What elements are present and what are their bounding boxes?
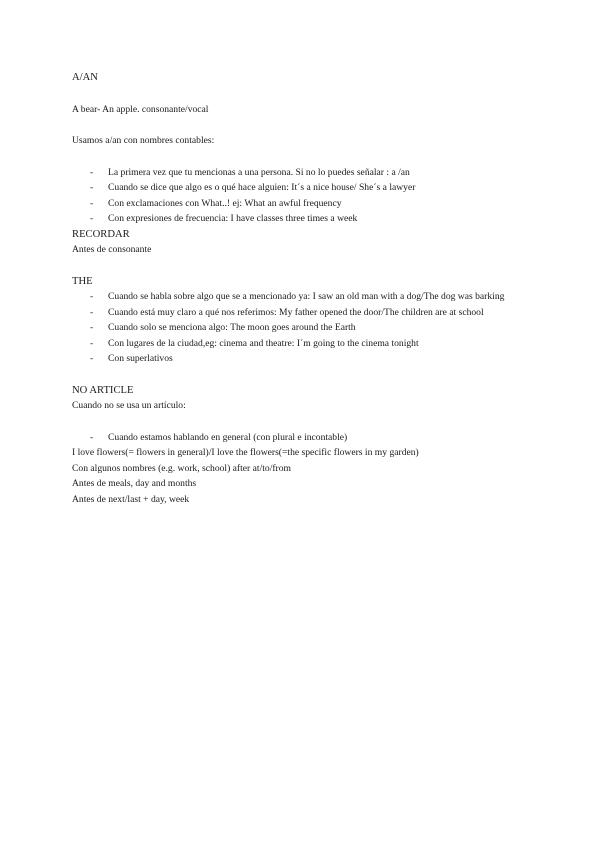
a-an-list	[72, 165, 532, 227]
list-item: - La primera vez que tu mencionas a una persona. Si no lo puedes señalar : a /an	[72, 165, 532, 181]
the-list	[72, 289, 532, 367]
heading-the: THE	[72, 275, 93, 287]
list-item: - Cuando se dice que algo es o qué hace alguien: It´s a nice house/ She´s a lawyer	[72, 180, 532, 196]
list-item: - Con exclamaciones con What..! ej: What an awful frequency	[72, 196, 532, 212]
no-article-line: Con algunos nombres (e.g. work, school) after at/to/from	[72, 462, 292, 474]
recordar-text: Antes de consonante	[72, 244, 152, 255]
list-item: - Cuando estamos hablando en general (con plural e incontable)	[72, 430, 532, 446]
list-item: - Con lugares de la ciudad,eg: cinema and theatre: I´m going to the cinema tonight	[72, 336, 532, 352]
list-item: - Cuando se habla sobre algo que se a mencionado ya: I saw an old man with a dog/The dog was barking	[72, 289, 532, 305]
list-item: - Con expresiones de frecuencia: I have classes three times a week	[72, 211, 532, 227]
no-article-line: Antes de meals, day and months	[72, 478, 197, 489]
a-an-intro: Usamos a/an con nombres contables:	[72, 135, 215, 146]
list-item: - Cuando está muy claro a qué nos referimos: My father opened the door/The children are at school	[72, 305, 532, 321]
document-page	[72, 70, 532, 507]
a-an-example: A bear- An apple. consonante/vocal	[72, 103, 209, 115]
no-article-line: Antes de next/last + day, week	[72, 493, 190, 505]
heading-no-article: NO ARTICLE	[72, 384, 134, 396]
recordar-label: RECORDAR	[72, 228, 130, 240]
no-article-line: I love flowers(= flowers in general)/I love the flowers(=the specific flowers in my garden)	[72, 447, 419, 458]
heading-a-an: A/AN	[72, 72, 98, 83]
no-article-list	[72, 430, 532, 446]
no-article-intro: Cuando no se usa un artículo:	[72, 400, 186, 411]
list-item: - Con superlativos	[72, 351, 532, 367]
list-item: - Cuando solo se menciona algo: The moon goes around the Earth	[72, 320, 532, 336]
